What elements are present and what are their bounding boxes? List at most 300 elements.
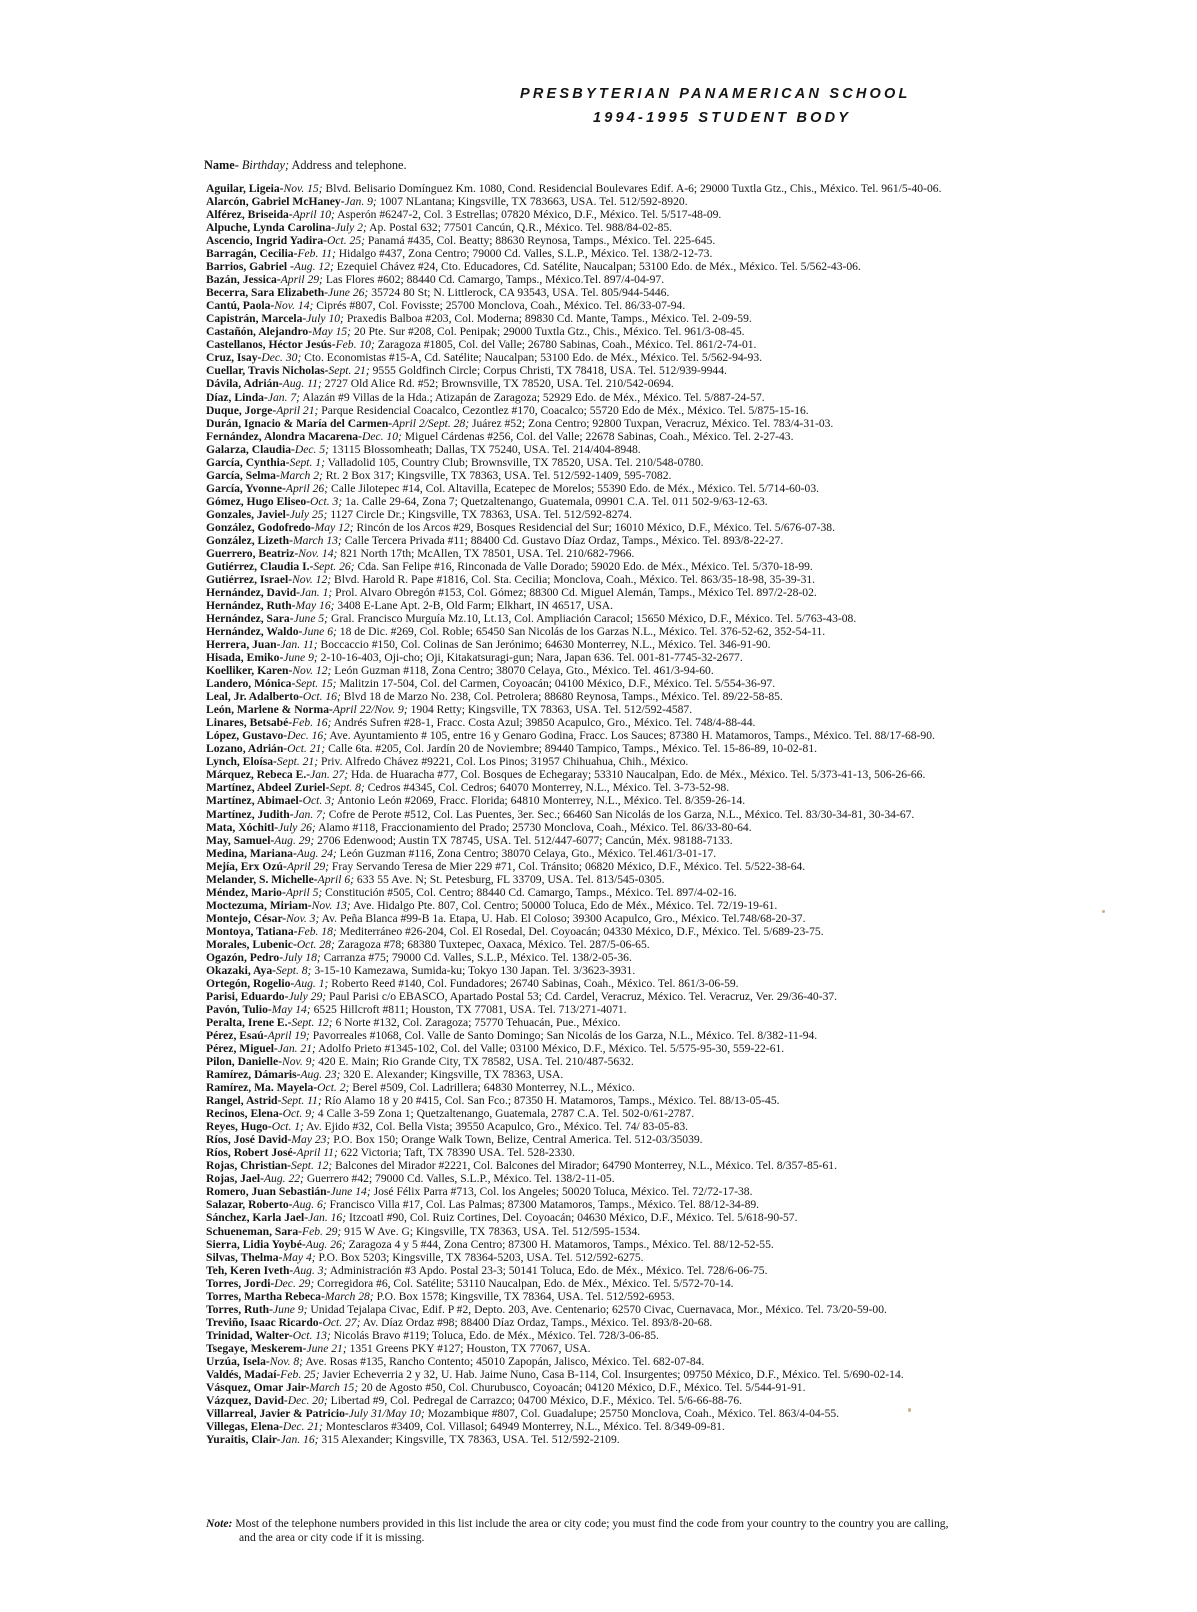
student-birthday: Sept. 1; bbox=[289, 455, 325, 469]
student-entry bbox=[206, 1342, 1156, 1355]
student-entry bbox=[206, 221, 1156, 234]
student-name: Martínez, Abimael- bbox=[206, 794, 303, 808]
student-birthday: Nov. 8; bbox=[269, 1354, 304, 1368]
student-entry bbox=[206, 364, 1156, 377]
student-entry bbox=[206, 938, 1156, 951]
student-entry bbox=[206, 1407, 1156, 1420]
student-address-phone: 1904 Retty; Kingsville, TX 78363, USA. Tel. 512/592-4587. bbox=[410, 703, 693, 717]
student-entry bbox=[206, 860, 1156, 873]
student-name: Martínez, Abdeel Zuriel- bbox=[206, 781, 330, 795]
student-entry bbox=[206, 573, 1156, 586]
student-birthday: Aug. 3; bbox=[293, 1263, 328, 1277]
student-address-phone: Parque Residencial Coacalco, Cezontlez #170, Coacalco; 55720 Edo de Méx., México. Tel. 5/875-15-16. bbox=[321, 403, 809, 417]
student-address-phone: Ezequiel Chávez #24, Cto. Educadores, Cd. Satélite, Naucalpan; 53100 Edo. de Méx., México. Tel. 5/562-43-06. bbox=[336, 260, 861, 274]
student-address-phone: Ave. Rosas #135, Rancho Contento; 45010 Zapopán, Jalisco, México. Tel. 682-07-84. bbox=[305, 1354, 705, 1368]
student-entry bbox=[206, 1316, 1156, 1329]
student-address-phone: 420 E. Main; Rio Grande City, TX 78582, USA. Tel. 210/487-5632. bbox=[318, 1055, 634, 1069]
student-birthday: Sept. 12; bbox=[291, 1016, 333, 1029]
student-birthday: Oct. 9; bbox=[282, 1107, 315, 1121]
student-birthday: Nov. 14; bbox=[274, 299, 314, 313]
student-entry bbox=[206, 508, 1156, 521]
legend-address: Address and telephone. bbox=[291, 158, 407, 172]
student-name: Rojas, Jael- bbox=[206, 1172, 264, 1186]
student-name: Teh, Keren Iveth- bbox=[206, 1263, 294, 1277]
student-entry bbox=[206, 547, 1156, 560]
student-address-phone: 622 Victoria; Taft, TX 78390 USA. Tel. 528-2330. bbox=[340, 1146, 575, 1160]
student-name: Tsegaye, Meskerem- bbox=[206, 1341, 307, 1355]
student-address-phone: Administración #3 Apdo. Postal 23-3; 50141 Toluca, Edo. de Méx., México. Tel. 728/6-06-75. bbox=[329, 1263, 768, 1277]
student-entry bbox=[206, 391, 1156, 404]
student-address-phone: 1127 Circle Dr.; Kingsville, TX 78363, USA. Tel. 512/592-8274. bbox=[330, 507, 632, 521]
student-name: Martínez, Judith- bbox=[206, 807, 294, 821]
student-address-phone: León Guzman #116, Zona Centro; 38070 Celaya, Gto., México. Tel.461/3-01-17. bbox=[339, 846, 717, 860]
note-text-line1: Most of the telephone numbers provided in this list include the area or city code; you must find the code from your country to the country you are calling, bbox=[235, 1517, 949, 1530]
student-name: Villegas, Elena- bbox=[206, 1419, 283, 1433]
student-birthday: May 23; bbox=[291, 1133, 331, 1147]
student-birthday: April 22/Nov. 9; bbox=[332, 703, 408, 717]
student-entry bbox=[206, 990, 1156, 1003]
student-entry bbox=[206, 612, 1156, 625]
student-name: Dávila, Adrián- bbox=[206, 377, 283, 391]
student-name: Linares, Betsabé- bbox=[206, 716, 293, 730]
student-address-phone: Javier Echeverria 2 y 32, U. Hab. Jaime Nuno, Casa B-114, Col. Insurgentes; 09750 México, D.F., México. Tel. 5/690-02-14. bbox=[322, 1367, 904, 1381]
student-birthday: July 10; bbox=[306, 312, 344, 326]
student-entry bbox=[206, 834, 1156, 847]
student-name: Hisada, Emiko- bbox=[206, 651, 284, 665]
note-label: Note: bbox=[206, 1517, 233, 1530]
student-name: Ascencio, Ingrid Yadira- bbox=[206, 234, 327, 248]
student-entry bbox=[206, 1420, 1156, 1433]
student-birthday: Oct. 27; bbox=[322, 1315, 361, 1329]
student-name: Hernández, Sara- bbox=[206, 612, 294, 626]
student-birthday: Aug. 11; bbox=[282, 377, 322, 391]
student-address-phone: Calle Jilotepec #14, Col. Altavilla, Ecatepec de Morelos; 55390 Edo. de Méx., México. Tel. 5/714-60-03. bbox=[330, 481, 820, 495]
student-entry bbox=[206, 873, 1156, 886]
student-entry bbox=[206, 1277, 1156, 1290]
student-address-phone: Praxedis Balboa #203, Col. Moderna; 89830 Cd. Mante, Tamps., México. Tel. 2-09-59. bbox=[346, 312, 752, 326]
student-name: Ortegón, Rogelio- bbox=[206, 976, 295, 990]
student-birthday: Sept. 12; bbox=[291, 1159, 333, 1173]
student-birthday: Oct. 16; bbox=[302, 690, 341, 704]
student-entry bbox=[206, 377, 1156, 390]
student-address-phone: Berel #509, Col. Ladrillera; 64830 Monterrey, N.L., México. bbox=[352, 1081, 635, 1095]
student-birthday: March 2; bbox=[279, 468, 323, 482]
student-entry bbox=[206, 821, 1156, 834]
student-birthday: June 26; bbox=[328, 286, 369, 300]
student-entry bbox=[206, 586, 1156, 599]
student-entry bbox=[206, 351, 1156, 364]
student-entry bbox=[206, 638, 1156, 651]
student-birthday: Aug. 23; bbox=[300, 1068, 341, 1082]
student-entry bbox=[206, 1081, 1156, 1094]
student-entry bbox=[206, 977, 1156, 990]
student-name: Márquez, Rebeca E.- bbox=[206, 768, 311, 782]
student-address-phone: Zaragoza 4 y 5 #44, Zona Centro; 87300 H. Matamoros, Tamps., México. Tel. 88/12-52-55. bbox=[348, 1237, 774, 1251]
student-entry bbox=[206, 1381, 1156, 1394]
student-birthday: April 11; bbox=[296, 1146, 338, 1160]
student-address-phone: Panamá #435, Col. Beatty; 88630 Reynosa, Tamps., México. Tel. 225-645. bbox=[367, 234, 716, 248]
student-birthday: Oct. 3; bbox=[302, 794, 335, 808]
student-entry bbox=[206, 469, 1156, 482]
student-birthday: July 25; bbox=[289, 507, 328, 521]
student-birthday: June 21; bbox=[306, 1341, 347, 1355]
student-address-phone: Ap. Postal 632; 77501 Cancún, Q.R., México. Tel. 988/84-02-85. bbox=[369, 221, 673, 235]
student-name: Rangel, Astrid- bbox=[206, 1094, 282, 1108]
student-name: May, Samuel- bbox=[206, 833, 275, 847]
student-entry bbox=[206, 1303, 1156, 1316]
student-address-phone: Rincón de los Arcos #29, Bosques Residencial del Sur; 16010 México, D.F., México. Tel. 5/676-07-38. bbox=[356, 520, 835, 534]
student-birthday: May 12; bbox=[314, 520, 354, 534]
student-birthday: Sept. 15; bbox=[295, 677, 337, 691]
student-entry bbox=[206, 456, 1156, 469]
student-entry bbox=[206, 677, 1156, 690]
student-name: Duque, Jorge- bbox=[206, 403, 277, 417]
footnote bbox=[206, 1517, 1154, 1544]
student-directory-list bbox=[206, 182, 1156, 1446]
note-text-line2: and the area or city code if it is missing. bbox=[239, 1530, 425, 1544]
student-entry bbox=[206, 208, 1156, 221]
student-address-phone: 6 Norte #132, Col. Zaragoza; 75770 Tehuacán, Pue., México. bbox=[335, 1016, 621, 1029]
student-birthday: Oct. 1; bbox=[271, 1120, 304, 1134]
student-entry bbox=[206, 195, 1156, 208]
student-address-phone: Rt. 2 Box 317; Kingsville, TX 78363, USA. Tel. 512/592-1409, 595-7082. bbox=[325, 468, 672, 482]
student-birthday: Oct. 13; bbox=[292, 1328, 331, 1342]
student-address-phone: Adolfo Prieto #1345-102, Col. del Valle; 03100 México, D.F., México. Tel. 5/575-95-30, 559-22-61. bbox=[318, 1042, 785, 1056]
student-address-phone: Fray Servando Teresa de Mier 229 #71, Col. Tránsito; 06820 México, D.F., México. Tel. 5/522-38-64. bbox=[331, 859, 806, 873]
student-name: Gonzales, Javiel- bbox=[206, 507, 290, 521]
student-birthday: Jan. 21; bbox=[277, 1042, 316, 1056]
student-name: Durán, Ignacio & María del Carmen- bbox=[206, 416, 393, 430]
student-address-phone: Malitzin 17-504, Col. del Carmen, Coyoacán; 04100 México, D.F., México. Tel. 5/554-36-97. bbox=[339, 677, 776, 691]
student-entry bbox=[206, 299, 1156, 312]
student-entry bbox=[206, 1329, 1156, 1342]
student-name: Montejo, César- bbox=[206, 911, 287, 925]
student-birthday: Feb. 18; bbox=[297, 924, 337, 938]
student-address-phone: Constitución #505, Col. Centro; 88440 Cd. Camargo, Tamps., México. Tel. 897/4-02-16. bbox=[325, 885, 737, 899]
student-name: Romero, Juan Sebastián- bbox=[206, 1185, 331, 1199]
student-address-phone: Hda. de Huaracha #77, Col. Bosques de Echegaray; 53310 Naucalpan, Edo. de Méx., México. Tel. 5/373-41-13, 506-26-66. bbox=[351, 768, 926, 782]
student-address-phone: 3408 E-Lane Apt. 2-B, Old Farm; Elkhart, IN 46517, USA. bbox=[337, 599, 614, 612]
student-address-phone: León Guzman #118, Zona Centro; 38070 Celaya, Gto., México. Tel. 461/3-94-60. bbox=[334, 664, 714, 678]
student-address-phone: Francisco Villa #17, Col. Las Palmas; 87300 Matamoros, Tamps., México. Tel. 88/12-34-89. bbox=[329, 1198, 760, 1212]
paper-speck bbox=[1102, 910, 1105, 913]
student-name: Melander, S. Michelle- bbox=[206, 872, 318, 886]
student-entry bbox=[206, 1251, 1156, 1264]
student-entry bbox=[206, 1094, 1156, 1107]
student-address-phone: 2-10-16-403, Oji-cho; Oji, Kitakatsuragi-gun; Nara, Japan 636. Tel. 001-81-7745-32-2677. bbox=[320, 651, 743, 665]
student-birthday: Jan. 7; bbox=[293, 807, 326, 821]
student-birthday: July 2; bbox=[334, 221, 367, 235]
student-entry bbox=[206, 794, 1156, 807]
student-address-phone: José Félix Parra #713, Col. los Angeles; 50020 Toluca, México. Tel. 72/72-17-38. bbox=[373, 1185, 753, 1199]
student-entry bbox=[206, 664, 1156, 677]
student-address-phone: Miguel Cárdenas #256, Col. del Valle; 22678 Sabinas, Coah., México. Tel. 2-27-43. bbox=[404, 429, 794, 443]
student-address-phone: Hidalgo #437, Zona Centro; 79000 Cd. Valles, S.L.P., México. Tel. 138/2-12-73. bbox=[338, 247, 713, 261]
student-address-phone: 315 Alexander; Kingsville, TX 78363, USA. Tel. 512/592-2109. bbox=[321, 1433, 620, 1446]
student-birthday: Feb. 25; bbox=[280, 1367, 320, 1381]
student-entry bbox=[206, 625, 1156, 638]
student-address-phone: Ciprés #807, Col. Fovisste; 25700 Monclova, Coah., México. Tel. 86/33-07-94. bbox=[316, 299, 686, 313]
student-name: Alarcón, Gabriel McHaney- bbox=[206, 195, 345, 209]
student-name: Herrera, Juan- bbox=[206, 638, 281, 652]
student-entry bbox=[206, 1225, 1156, 1238]
student-entry bbox=[206, 912, 1156, 925]
student-name: Valdés, Madaí- bbox=[206, 1367, 281, 1381]
student-birthday: Aug. 22; bbox=[263, 1172, 304, 1186]
student-address-phone: Roberto Reed #140, Col. Fundadores; 26740 Sabinas, Coah., México. Tel. 861/3-06-59. bbox=[331, 976, 739, 990]
student-entry bbox=[206, 1003, 1156, 1016]
student-name: Lynch, Eloísa- bbox=[206, 755, 277, 769]
student-birthday: July 26; bbox=[278, 820, 316, 834]
student-name: Fernández, Alondra Macarena- bbox=[206, 429, 362, 443]
student-address-phone: Río Alamo 18 y 20 #415, Col. San Fco.; 87350 H. Matamoros, Tamps., México. Tel. 88/13-05-45. bbox=[324, 1094, 780, 1108]
student-entry bbox=[206, 1198, 1156, 1211]
student-name: Ogazón, Pedro- bbox=[206, 950, 284, 964]
student-entry bbox=[206, 716, 1156, 729]
student-birthday: Aug. 29; bbox=[274, 833, 315, 847]
student-entry bbox=[206, 1172, 1156, 1185]
student-birthday: Feb. 29; bbox=[301, 1224, 342, 1238]
student-entry bbox=[206, 247, 1156, 260]
student-address-phone: Valladolid 105, Country Club; Brownsville, TX 78520, USA. Tel. 210/548-0780. bbox=[327, 455, 704, 469]
student-entry bbox=[206, 1107, 1156, 1120]
student-address-phone: Corregidora #6, Col. Satélite; 53110 Naucalpan, Edo. de Méx., México. Tel. 5/572-70-14. bbox=[317, 1276, 734, 1290]
student-address-phone: P.O. Box 150; Orange Walk Town, Belize, Central America. Tel. 512-03/35039. bbox=[333, 1133, 703, 1147]
student-address-phone: Prol. Alvaro Obregón #153, Col. Gómez; 88300 Cd. Miguel Alemán, Tamps., México Tel. 897/2-28-02. bbox=[335, 585, 817, 599]
student-birthday: Jan. 16; bbox=[280, 1433, 319, 1446]
student-address-phone: Andrés Sufren #28-1, Fracc. Costa Azul; 39850 Acapulco, Gro., México. Tel. 748/4-88-44. bbox=[333, 716, 756, 730]
student-address-phone: Alazán #9 Villas de la Hda.; Atizapán de Zaragoza; 52929 Edo. de Méx., México. Tel. 5/887-24-57. bbox=[302, 390, 765, 404]
student-name: Salazar, Roberto- bbox=[206, 1198, 293, 1212]
student-entry bbox=[206, 1355, 1156, 1368]
student-name: Parisi, Eduardo- bbox=[206, 989, 289, 1003]
student-name: González, Lizeth- bbox=[206, 533, 293, 547]
student-birthday: June 14; bbox=[330, 1185, 371, 1199]
student-address-phone: P.O. Box 5203; Kingsville, TX 78364-5203, USA. Tel. 512/592-6275. bbox=[318, 1250, 644, 1264]
student-entry bbox=[206, 495, 1156, 508]
student-birthday: June 6; bbox=[302, 625, 337, 639]
student-address-phone: Cedros #4345, Col. Cedros; 64070 Monterrey, N.L., México. Tel. 3-73-52-98. bbox=[367, 781, 730, 795]
student-address-phone: 915 W Ave. G; Kingsville, TX 78363, USA. Tel. 512/595-1534. bbox=[344, 1224, 641, 1238]
student-birthday: Sept. 8; bbox=[329, 781, 365, 795]
student-address-phone: 2706 Edenwood; Austin TX 78745, USA. Tel. 512/447-6077; Cancún, Méx. 98188-7133. bbox=[317, 833, 733, 847]
student-entry bbox=[206, 925, 1156, 938]
student-address-phone: Zaragoza #78; 68380 Tuxtepec, Oaxaca, México. Tel. 287/5-06-65. bbox=[337, 937, 650, 951]
student-birthday: Nov. 12; bbox=[292, 664, 332, 678]
student-entry bbox=[206, 1146, 1156, 1159]
student-address-phone: Priv. Alfredo Chávez #9221, Col. Los Pinos; 31957 Chihuahua, Chih., México. bbox=[321, 755, 689, 769]
student-entry bbox=[206, 521, 1156, 534]
student-address-phone: Ave. Hidalgo Pte. 807, Col. Centro; 50000 Toluca, Edo de Méx., México. Tel. 72/19-19-61. bbox=[352, 898, 778, 912]
student-address-phone: Las Flores #602; 88440 Cd. Camargo, Tamps., México.Tel. 897/4-04-97. bbox=[325, 273, 665, 287]
student-name: Ramírez, Ma. Mayela- bbox=[206, 1081, 318, 1095]
student-address-phone: 1007 NLantana; Kingsville, TX 783663, USA. Tel. 512/592-8920. bbox=[379, 195, 688, 209]
student-name: Aguilar, Ligeia- bbox=[206, 182, 284, 195]
student-entry bbox=[206, 964, 1156, 977]
student-name: Sierra, Lidia Yoybé- bbox=[206, 1237, 306, 1251]
student-name: Okazaki, Aya- bbox=[206, 963, 276, 977]
student-entry bbox=[206, 729, 1156, 742]
student-name: Medina, Mariana- bbox=[206, 846, 297, 860]
student-name: Guerrero, Beatriz- bbox=[206, 546, 299, 560]
student-address-phone: Av. Peña Blanca #99-B 1a. Etapa, U. Hab. El Coloso; 39300 Acapulco, Gro., México. Tel.748/68-20-37. bbox=[321, 911, 806, 925]
student-entry bbox=[206, 430, 1156, 443]
student-name: Mata, Xóchitl- bbox=[206, 820, 279, 834]
student-birthday: Dec. 5; bbox=[294, 442, 330, 456]
student-name: Vásquez, Omar Jair- bbox=[206, 1380, 310, 1394]
student-address-phone: 633 55 Ave. N; St. Petesburg, FL 33709, USA. Tel. 813/545-0305. bbox=[356, 872, 665, 886]
student-entry bbox=[206, 1211, 1156, 1224]
student-name: Morales, Lubenic- bbox=[206, 937, 297, 951]
student-name: Alférez, Briseida- bbox=[206, 208, 293, 222]
student-name: Hernández, David- bbox=[206, 585, 301, 599]
student-name: Gómez, Hugo Eliseo- bbox=[206, 494, 311, 508]
title-student-body: 1994-1995 STUDENT BODY bbox=[593, 110, 852, 126]
student-name: Bazán, Jessica- bbox=[206, 273, 281, 287]
student-entry bbox=[206, 899, 1156, 912]
student-name: Torres, Ruth- bbox=[206, 1302, 273, 1316]
student-name: Ramírez, Dámaris- bbox=[206, 1068, 301, 1082]
student-entry bbox=[206, 1290, 1156, 1303]
student-entry bbox=[206, 703, 1156, 716]
student-birthday: Jan. 27; bbox=[310, 768, 349, 782]
student-birthday: May 14; bbox=[271, 1002, 311, 1016]
student-address-phone: Ave. Ayuntamiento # 105, entre 16 y Genaro Godina, Fracc. Los Sauces; 87380 H. Matamoros, Tamps., México. Tel. 88/17-68-90. bbox=[329, 729, 935, 743]
student-entry bbox=[206, 781, 1156, 794]
student-address-phone: Juárez #52; Zona Centro; 92800 Tuxpan, Veracruz, México. Tel. 783/4-31-03. bbox=[472, 416, 834, 430]
student-entry bbox=[206, 951, 1156, 964]
student-birthday: June 9; bbox=[273, 1302, 308, 1316]
student-name: Pilon, Danielle- bbox=[206, 1055, 282, 1069]
student-entry bbox=[206, 690, 1156, 703]
student-birthday: Aug. 26; bbox=[305, 1237, 346, 1251]
student-address-phone: Av. Díaz Ordaz #98; 88400 Díaz Ordaz, Tamps., México. Tel. 893/8-20-68. bbox=[362, 1315, 713, 1329]
student-birthday: Dec. 30; bbox=[261, 351, 302, 365]
student-name: Gutiérrez, Israel- bbox=[206, 572, 293, 586]
student-birthday: Nov. 15; bbox=[283, 182, 323, 195]
student-name: Pavón, Tulio- bbox=[206, 1002, 272, 1016]
student-name: Silvas, Thelma- bbox=[206, 1250, 283, 1264]
student-birthday: July 31/May 10; bbox=[348, 1406, 425, 1420]
student-entry bbox=[206, 534, 1156, 547]
student-entry bbox=[206, 742, 1156, 755]
student-birthday: April 21; bbox=[276, 403, 319, 417]
student-birthday: May 4; bbox=[282, 1250, 316, 1264]
student-name: Lozano, Adrián- bbox=[206, 742, 288, 756]
student-name: Castañón, Alejandro- bbox=[206, 325, 313, 339]
student-name: Castellanos, Héctor Jesús- bbox=[206, 338, 336, 352]
student-entry bbox=[206, 1264, 1156, 1277]
student-entry bbox=[206, 886, 1156, 899]
student-address-phone: Unidad Tejalapa Civac, Edif. P #2, Depto. 203, Ave. Centenario; 62570 Civac, Cuernavaca, Mor., México. Tel. 73/20-59-00. bbox=[310, 1302, 887, 1316]
student-name: Landero, Mónica- bbox=[206, 677, 296, 691]
student-name: Méndez, Mario- bbox=[206, 885, 286, 899]
student-entry bbox=[206, 482, 1156, 495]
student-address-phone: Montesclaros #3409, Col. Villasol; 64949 Monterrey, N.L., México. Tel. 8/349-09-81. bbox=[325, 1419, 725, 1433]
title-school-name: PRESBYTERIAN PANAMERICAN SCHOOL bbox=[520, 86, 911, 102]
student-birthday: Jan. 1; bbox=[300, 585, 333, 599]
student-name: Capistrán, Marcela- bbox=[206, 312, 307, 326]
student-name: Yuraitis, Clair- bbox=[206, 1433, 281, 1446]
student-address-phone: Libertad #9, Col. Pedregal de Carrazco; 04700 México, D.F., México. Tel. 5/6-66-88-76. bbox=[330, 1393, 743, 1407]
student-entry bbox=[206, 234, 1156, 247]
student-birthday: April 5; bbox=[285, 885, 323, 899]
student-name: Ríos, José David- bbox=[206, 1133, 292, 1147]
student-address-phone: Boccaccio #150, Col. Colinas de San Jerónimo; 64630 Monterrey, N.L., México. Tel. 346-91-90. bbox=[320, 638, 771, 652]
student-entry bbox=[206, 1238, 1156, 1251]
student-birthday: Aug. 24; bbox=[296, 846, 337, 860]
student-birthday: April 2/Sept. 28; bbox=[392, 416, 470, 430]
student-address-phone: Paul Parisi c/o EBASCO, Apartado Postal 53; Cd. Cardel, Veracruz, México. Tel. Veracruz, Ver. 29/36-40-37. bbox=[329, 989, 838, 1003]
student-name: Gutiérrez, Claudia I.- bbox=[206, 559, 314, 573]
student-birthday: May 16; bbox=[295, 599, 335, 612]
student-address-phone: P.O. Box 1578; Kingsville, TX 78364, USA. Tel. 512/592-6953. bbox=[376, 1289, 675, 1303]
student-birthday: Aug. 12; bbox=[293, 260, 334, 274]
student-name: López, Gustavo- bbox=[206, 729, 288, 743]
student-name: Moctezuma, Miriam- bbox=[206, 898, 312, 912]
student-name: Reyes, Hugo- bbox=[206, 1120, 272, 1134]
student-entry bbox=[206, 1120, 1156, 1133]
student-birthday: July 18; bbox=[283, 950, 321, 964]
student-address-phone: Cda. San Felipe #16, Rinconada de Valle Dorado; 59020 Edo. de Méx., México. Tel. 5/370-18-99. bbox=[357, 559, 813, 573]
student-entry bbox=[206, 417, 1156, 430]
student-birthday: Oct. 2; bbox=[317, 1081, 350, 1095]
student-address-phone: Zaragoza #1805, Col. del Valle; 26780 Sabinas, Coah., México. Tel. 861/2-74-01. bbox=[377, 338, 757, 352]
student-entry bbox=[206, 808, 1156, 821]
student-address-phone: Blvd. Belisario Domínguez Km. 1080, Cond. Residencial Boulevares Edif. A-6; 29000 Tuxtla Gtz., Chis., México. Tel. 961/5-40-06. bbox=[325, 182, 942, 195]
student-address-phone: Carranza #75; 79000 Cd. Valles, S.L.P., México. Tel. 138/2-05-36. bbox=[323, 950, 632, 964]
student-entry bbox=[206, 1185, 1156, 1198]
student-birthday: Jan. 7; bbox=[267, 390, 301, 404]
student-name: Cuellar, Travis Nicholas- bbox=[206, 364, 329, 378]
student-entry bbox=[206, 404, 1156, 417]
student-birthday: Feb. 16; bbox=[292, 716, 332, 730]
student-address-phone: 2727 Old Alice Rd. #52; Brownsville, TX 78520, USA. Tel. 210/542-0694. bbox=[324, 377, 674, 391]
student-name: Urzúa, Isela- bbox=[206, 1354, 270, 1368]
student-entry bbox=[206, 182, 1156, 195]
student-name: Hernández, Waldo- bbox=[206, 625, 303, 639]
student-birthday: Dec. 16; bbox=[287, 729, 328, 743]
student-address-phone: 3-15-10 Kamezawa, Sumida-ku; Tokyo 130 Japan. Tel. 3/3623-3931. bbox=[314, 963, 636, 977]
student-name: Treviño, Isaac Ricardo- bbox=[206, 1315, 323, 1329]
student-entry bbox=[206, 768, 1156, 781]
student-name: Alpuche, Lynda Carolina- bbox=[206, 221, 335, 235]
student-address-phone: 320 E. Alexander; Kingsville, TX 78363, USA. bbox=[343, 1068, 564, 1082]
student-birthday: Sept. 11; bbox=[281, 1094, 322, 1108]
student-birthday: Dec. 10; bbox=[361, 429, 402, 443]
student-birthday: Dec. 20; bbox=[287, 1393, 328, 1407]
student-entry bbox=[206, 1368, 1156, 1381]
student-entry bbox=[206, 1016, 1156, 1029]
student-birthday: Feb. 10; bbox=[335, 338, 375, 352]
student-birthday: July 29; bbox=[288, 989, 327, 1003]
student-address-phone: 821 North 17th; McAllen, TX 78501, USA. Tel. 210/682-7966. bbox=[340, 546, 635, 560]
student-name: Pérez, Miguel- bbox=[206, 1042, 278, 1056]
student-entry bbox=[206, 338, 1156, 351]
student-entry bbox=[206, 847, 1156, 860]
student-birthday: Sept. 21; bbox=[328, 364, 370, 378]
student-birthday: Oct. 21; bbox=[287, 742, 326, 756]
student-entry bbox=[206, 1068, 1156, 1081]
student-name: Rojas, Christian- bbox=[206, 1159, 292, 1173]
student-address-phone: Balcones del Mirador #2221, Col. Balcones del Mirador; 64790 Monterrey, N.L., México. Tel. 8/357-85-61. bbox=[335, 1159, 837, 1173]
student-address-phone: 13115 Blossomheath; Dallas, TX 75240, USA. Tel. 214/404-8948. bbox=[331, 442, 641, 456]
student-birthday: Oct. 3; bbox=[310, 494, 343, 508]
student-name: Galarza, Claudia- bbox=[206, 442, 295, 456]
student-birthday: Aug. 6; bbox=[292, 1198, 327, 1212]
student-birthday: Aug. 1; bbox=[294, 976, 329, 990]
student-entry bbox=[206, 286, 1156, 299]
